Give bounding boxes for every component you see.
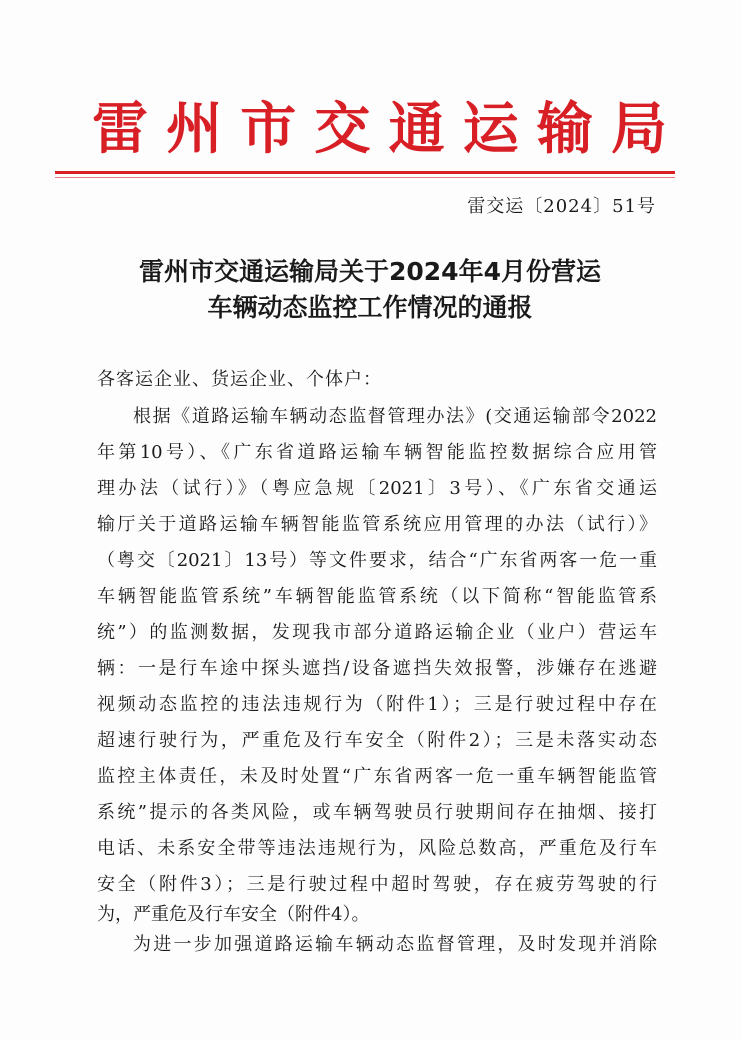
body-line: 监控主体责任，未及时处置“广东省两客一危一重车辆智能监管 [97, 766, 657, 787]
header-char: 交 [314, 96, 371, 162]
body-line: 年第10号）、《广东省道路运输车辆智能监控数据综合应用管 [97, 442, 657, 463]
body-line: （粤交〔2021〕13号）等文件要求，结合“广东省两客一危一重 [97, 550, 657, 571]
body-line: 车辆智能监管系统”车辆智能监管系统（以下简称“智能监管系 [97, 586, 657, 607]
header-divider-thin [55, 177, 675, 178]
header-char: 雷 [92, 96, 148, 162]
document-title-line-2: 车辆动态监控工作情况的通报 [207, 293, 533, 322]
document-number: 雷交运〔2024〕51号 [467, 196, 656, 217]
header-divider [55, 171, 675, 174]
body-line: 系统”提示的各类风险，或车辆驾驶员行驶期间存在抽烟、接打 [97, 802, 657, 823]
body-line: 统”）的监测数据，发现我市部分道路运输企业（业户）营运车 [97, 622, 657, 643]
header-char: 市 [240, 96, 297, 162]
body-line: 为，严重危及行车安全（附件4）。 [97, 904, 370, 925]
header-char: 输 [536, 96, 593, 162]
issuing-authority-header [92, 96, 667, 162]
body-line: 安全（附件3）；三是行驶过程中超时驾驶，存在疲劳驾驶的行 [97, 874, 657, 895]
body-line: 电话、未系安全带等违法违规行为，风险总数高，严重危及行车 [97, 838, 657, 859]
header-char: 通 [388, 96, 445, 162]
header-char: 运 [462, 96, 519, 162]
body-line: 输厅关于道路运输车辆智能监管系统应用管理的办法（试行）》 [97, 514, 657, 535]
document-title-line-1: 雷州市交通运输局关于2024年4月份营运 [139, 257, 601, 286]
body-line: 辆：一是行车途中探头遮挡/设备遮挡失效报警，涉嫌存在逃避 [97, 658, 657, 679]
body-line: 为进一步加强道路运输车辆动态监督管理，及时发现并消除 [133, 934, 657, 955]
body-line: 超速行驶行为，严重危及行车安全（附件2）；三是未落实动态 [97, 730, 657, 751]
body-line: 视频动态监控的违法违规行为（附件1）；三是行驶过程中存在 [97, 694, 657, 715]
body-line: 理办法（试行）》（粤应急规〔2021〕3号）、《广东省交通运 [97, 478, 657, 499]
header-char: 州 [166, 96, 223, 162]
header-char: 局 [610, 96, 667, 162]
addressee: 各客运企业、货运企业、个体户： [97, 369, 382, 390]
body-line: 根据《道路运输车辆动态监督管理办法》(交通运输部令2022 [133, 406, 657, 427]
